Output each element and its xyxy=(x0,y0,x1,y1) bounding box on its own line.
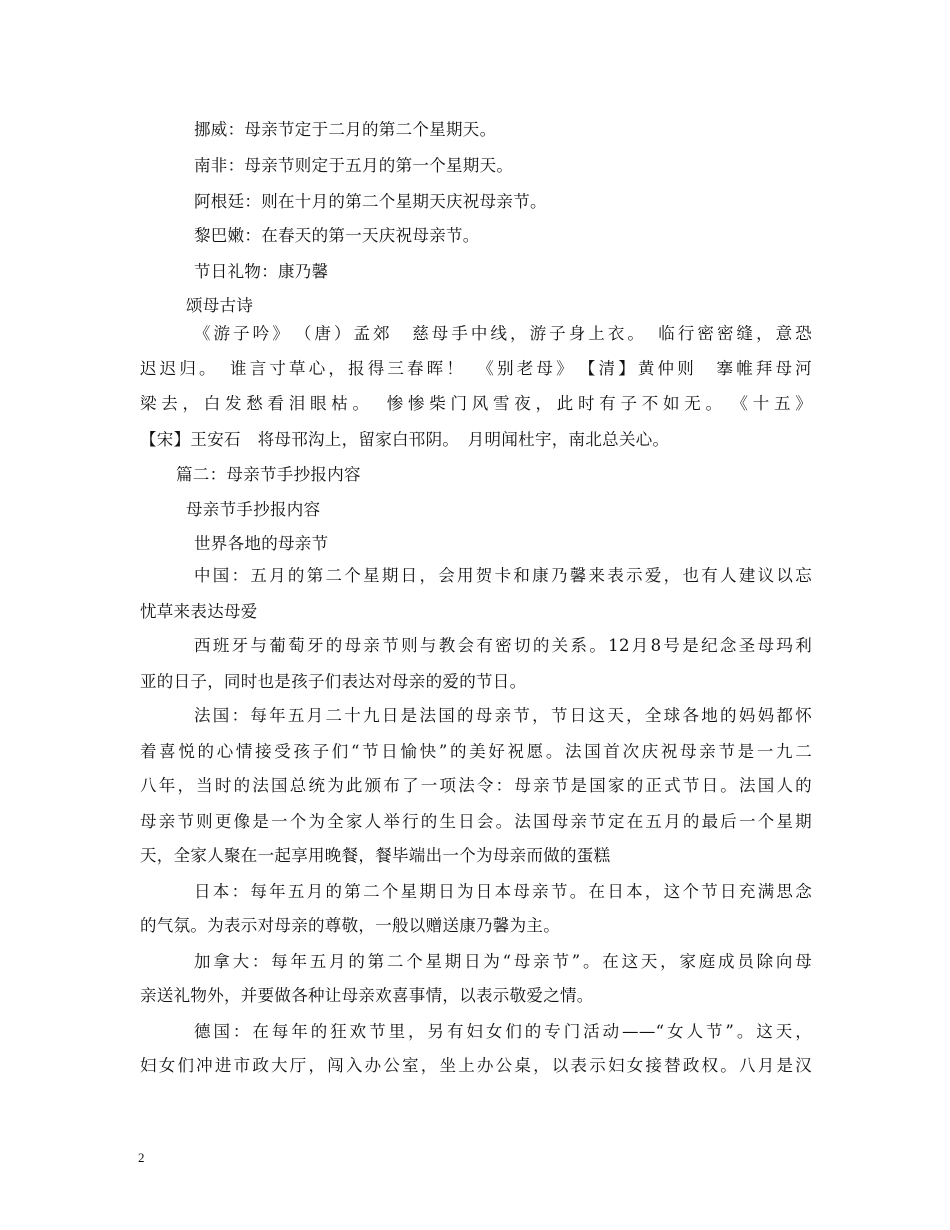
text-line: 德国：在每年的狂欢节里，另有妇女们的专门活动——“女人节”。这天， xyxy=(194,1022,812,1041)
section-heading: 母亲节手抄报内容 xyxy=(186,500,321,519)
text-line: 母亲节则更像是一个为全家人举行的生日会。法国母亲节定在五月的最后一个星期 xyxy=(140,812,812,831)
text-line: 中国：五月的第二个星期日，会用贺卡和康乃馨来表示爱，也有人建议以忘 xyxy=(194,566,812,585)
text-line: 八年，当时的法国总统为此颁布了一项法令：母亲节是国家的正式节日。法国人的 xyxy=(140,776,812,795)
text-line: 《游子吟》 （唐）孟郊 慈母手中线，游子身上衣。 临行密密缝，意恐 xyxy=(194,324,812,343)
text-line: 黎巴嫩：在春天的第一天庆祝母亲节。 xyxy=(194,226,480,245)
text-line: 着喜悦的心情接受孩子们“节日愉快”的美好祝愿。法国首次庆祝母亲节是一九二 xyxy=(140,742,812,761)
section-heading: 颂母古诗 xyxy=(186,296,254,315)
text-line: 亲送礼物外，并要做各种让母亲欢喜事情，以表示敬爱之情。 xyxy=(140,986,594,1005)
text-line: 亚的日子，同时也是孩子们表达对母亲的爱的节日。 xyxy=(140,672,527,691)
text-line: 天，全家人聚在一起享用晚餐，餐毕端出一个为母亲而做的蛋糕 xyxy=(140,846,611,865)
section-heading: 篇二：母亲节手抄报内容 xyxy=(176,465,361,484)
text-line: 忧草来表达母爱 xyxy=(140,602,258,621)
text-line: 阿根廷：则在十月的第二个星期天庆祝母亲节。 xyxy=(194,192,547,211)
text-line: 【宋】王安石 将母邗沟上，留家白邗阴。 月明闻杜宇，南北总关心。 xyxy=(140,430,670,449)
text-line: 法国：每年五月二十九日是法国的母亲节，节日这天，全球各地的妈妈都怀 xyxy=(194,706,812,725)
section-heading: 世界各地的母亲节 xyxy=(194,534,329,553)
text-line: 南非：母亲节则定于五月的第一个星期天。 xyxy=(194,156,514,175)
text-line: 妇女们冲进市政大厅，闯入办公室，坐上办公桌，以表示妇女接替政权。八月是汉 xyxy=(140,1056,812,1075)
text-line: 迟迟归。 谁言寸草心，报得三春晖！ 《别老母》 【清】黄仲则 搴帷拜母河 xyxy=(140,359,812,378)
text-line: 西班牙与葡萄牙的母亲节则与教会有密切的关系。12月8号是纪念圣母玛利 xyxy=(194,636,812,655)
page-number: 2 xyxy=(138,1150,145,1165)
text-line: 日本：每年五月的第二个星期日为日本母亲节。在日本，这个节日充满思念 xyxy=(194,882,812,901)
text-line: 挪威：母亲节定于二月的第二个星期天。 xyxy=(194,120,497,139)
text-line: 梁去，白发愁看泪眼枯。 惨惨柴门风雪夜，此时有子不如无。 《十五》 xyxy=(140,394,812,413)
text-line: 加拿大：每年五月的第二个星期日为“母亲节”。在这天，家庭成员除向母 xyxy=(194,952,812,971)
text-line: 的气氛。为表示对母亲的尊敬，一般以赠送康乃馨为主。 xyxy=(140,916,560,935)
text-line: 节日礼物：康乃馨 xyxy=(194,262,329,281)
